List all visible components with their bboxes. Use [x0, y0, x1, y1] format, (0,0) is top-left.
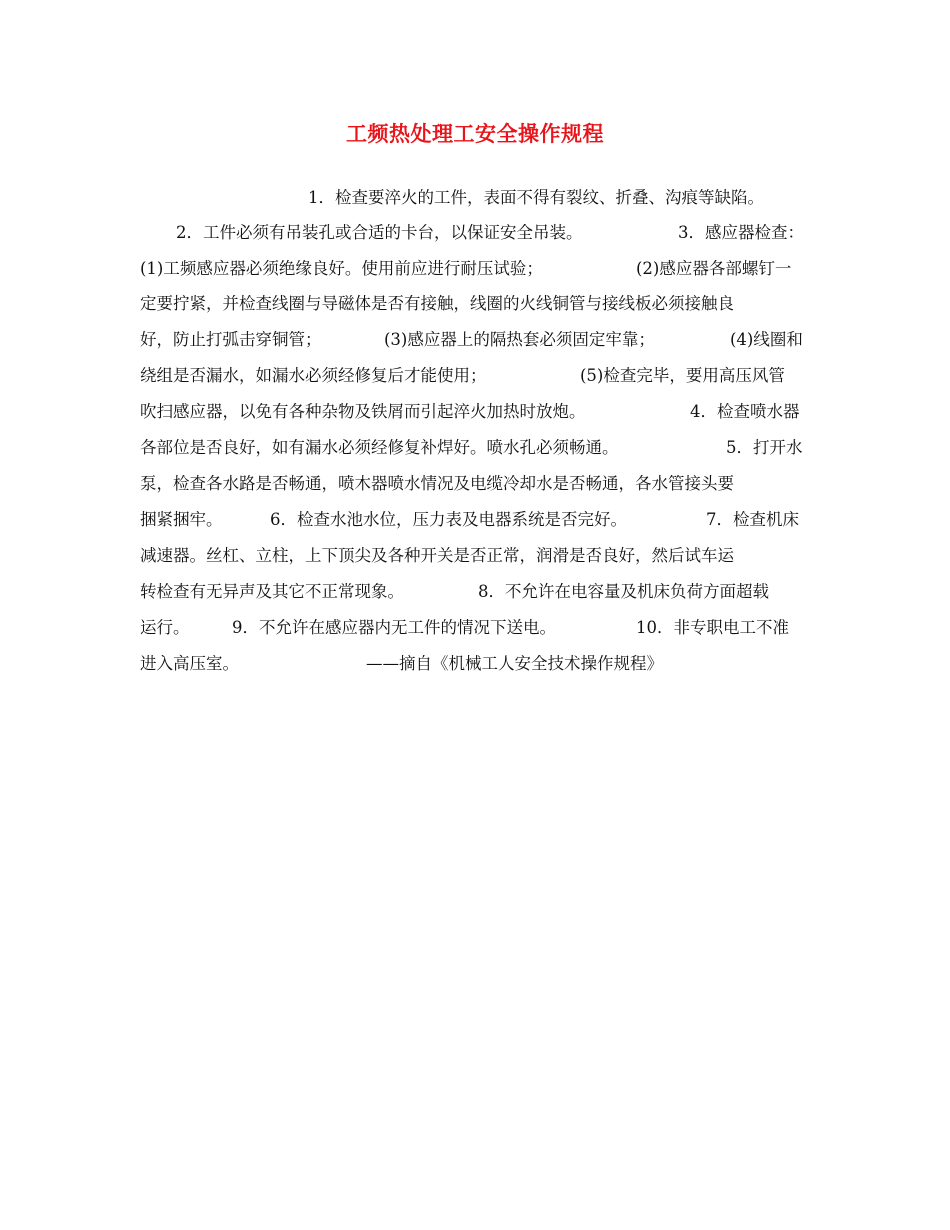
text-segment: (1)工频感应器必须绝缘良好。使用前应进行耐压试验；: [140, 259, 543, 278]
text-segment: 5．打开水: [726, 438, 803, 457]
body-line: [140, 646, 830, 682]
text-segment: 1．检查要淬火的工件，表面不得有裂纹、折叠、沟痕等缺陷。: [308, 188, 764, 207]
body-line: [140, 286, 830, 322]
text-segment: (3)感应器上的隔热套必须固定牢靠；: [384, 330, 655, 349]
text-segment: 吹扫感应器，以免有各种杂物及铁屑而引起淬火加热时放炮。: [140, 402, 586, 421]
text-segment: 进入高压室。: [140, 654, 239, 673]
text-segment: 好，防止打弧击穿铜管；: [140, 330, 322, 349]
text-segment: 运行。: [140, 618, 190, 637]
text-segment: 8．不允许在电容量及机床负荷方面超载: [478, 582, 769, 601]
text-segment: 各部位是否良好，如有漏水必须经修复补焊好。喷水孔必须畅通。: [140, 438, 619, 457]
text-segment: 减速器。丝杠、立柱，上下顶尖及各种开关是否正常，润滑是否良好，然后试车运: [140, 546, 734, 565]
body-line: [140, 322, 830, 358]
body-line: [140, 466, 830, 502]
body-line: [140, 251, 830, 287]
text-segment: 3．感应器检查：: [678, 223, 804, 242]
body-line: [140, 358, 830, 394]
document-title: 工频热处理工安全操作规程: [346, 122, 604, 146]
body-line: [140, 574, 830, 610]
body-line: [140, 394, 830, 430]
text-segment: 捆紧捆牢。: [140, 510, 223, 529]
body-line: [140, 538, 830, 574]
source-citation: ——摘自《机械工人安全技术操作规程》: [366, 654, 663, 673]
text-segment: 转检查有无异声及其它不正常现象。: [140, 582, 404, 601]
text-segment: 2．工件必须有吊装孔或合适的卡台，以保证安全吊装。: [176, 223, 583, 242]
text-segment: 4．检查喷水器: [690, 402, 800, 421]
text-segment: 9．不允许在感应器内无工件的情况下送电。: [232, 618, 556, 637]
body-line: [140, 180, 830, 216]
text-segment: (4)线圈和: [730, 330, 803, 349]
body-line: [140, 215, 830, 251]
text-segment: (2)感应器各部螺钉一: [636, 259, 792, 278]
text-segment: 6．检查水池水位，压力表及电器系统是否完好。: [270, 510, 627, 529]
text-segment: (5)检查完毕，要用高压风管: [580, 366, 785, 385]
body-line: [140, 610, 830, 646]
text-segment: 10．非专职电工不准: [636, 618, 789, 637]
text-segment: 泵，检查各水路是否畅通，喷木器喷水情况及电缆冷却水是否畅通，各水管接头要: [140, 474, 734, 493]
body-line: [140, 430, 830, 466]
body-line: [140, 502, 830, 538]
text-segment: 定要拧紧，并检查线圈与导磁体是否有接触，线圈的火线铜管与接线板必须接触良: [140, 294, 734, 313]
text-segment: 绕组是否漏水，如漏水必须经修复后才能使用；: [140, 366, 487, 385]
text-segment: 7．检查机床: [706, 510, 799, 529]
